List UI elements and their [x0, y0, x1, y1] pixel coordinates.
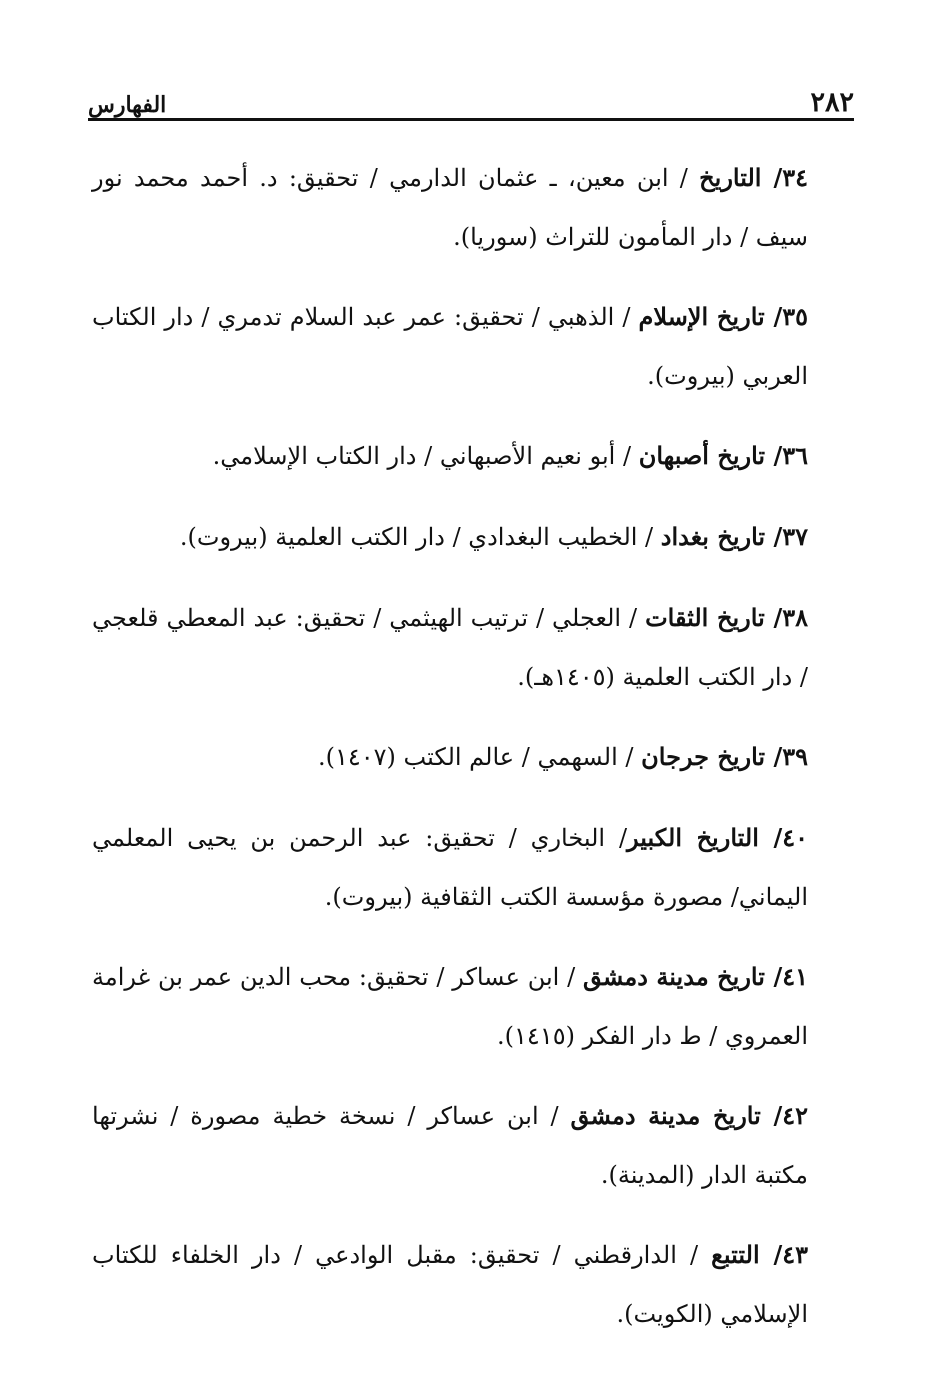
entry-number: ٣٤/ — [761, 163, 808, 192]
header-divider — [88, 118, 854, 121]
entry-number: ٣٧/ — [765, 522, 808, 551]
entry-title: التتبع — [711, 1240, 760, 1269]
section-title: الفهارس — [88, 92, 167, 118]
entry-number: ٤٢/ — [760, 1101, 809, 1130]
bibliography-entry — [92, 947, 856, 1066]
page-number: ٢٨٢ — [810, 87, 854, 118]
bibliography-entry — [92, 426, 856, 486]
bibliography-entry — [92, 507, 856, 567]
bibliography-entry — [92, 808, 856, 927]
entry-details: / ابن عساكر / تحقيق: محب الدين عمر بن غرامة العمروي / ط دار الفكر (١٤١٥). — [92, 963, 808, 1050]
entry-title: التاريخ — [699, 163, 762, 192]
bibliography-entry — [92, 1086, 856, 1205]
entry-details: / العجلي / ترتيب الهيثمي / تحقيق: عبد المعطي قلعجي / دار الكتب العلمية (١٤٠٥هـ). — [92, 604, 808, 691]
entry-number: ٤١/ — [764, 962, 808, 991]
entry-details: / الدارقطني / تحقيق: مقبل الوادعي / دار الخلفاء للكتاب الإسلامي (الكويت). — [92, 1241, 808, 1328]
entry-title: تاريخ جرجان — [641, 742, 766, 771]
entry-number: ٤٣/ — [759, 1240, 808, 1269]
bibliography-entry — [92, 588, 856, 707]
entry-details: / السهمي / عالم الكتب (١٤٠٧). — [317, 743, 642, 771]
entry-details: / ابن معين، ـ عثمان الدارمي / تحقيق: د. أحمد محمد نور سيف / دار المأمون للتراث (سوريا). — [92, 164, 808, 251]
entry-details: / الخطيب البغدادي / دار الكتب العلمية (بيروت). — [179, 523, 661, 551]
entry-title: تاريخ بغداد — [660, 522, 766, 551]
entry-number: ٤٠/ — [758, 823, 808, 852]
entry-details: / أبو نعيم الأصبهاني / دار الكتاب الإسلامي. — [212, 442, 639, 470]
entry-title: تاريخ مدينة دمشق — [582, 962, 765, 991]
entry-number: ٣٥/ — [764, 302, 809, 331]
entry-title: التاريخ الكبير — [627, 823, 759, 852]
bibliography-list — [92, 148, 856, 1364]
bibliography-entry — [92, 287, 856, 406]
bibliography-entry — [92, 1225, 856, 1344]
entry-title: تاريخ مدينة دمشق — [570, 1101, 761, 1130]
entry-number: ٣٨/ — [764, 603, 809, 632]
entry-title: تاريخ أصبهان — [638, 441, 766, 470]
entry-number: ٣٦/ — [765, 441, 808, 470]
entry-title: تاريخ الإسلام — [638, 302, 765, 331]
bibliography-entry — [92, 727, 856, 787]
entry-details: / البخاري / تحقيق: عبد الرحمن بن يحيى المعلمي اليماني/ مصورة مؤسسة الكتب الثقافية (بيروت). — [92, 824, 808, 911]
running-header — [88, 78, 854, 118]
entry-number: ٣٩/ — [765, 742, 808, 771]
entry-details: / الذهبي / تحقيق: عمر عبد السلام تدمري / دار الكتاب العربي (بيروت). — [92, 303, 808, 390]
entry-title: تاريخ الثقات — [645, 603, 765, 632]
entry-details: / ابن عساكر / نسخة خطية مصورة / نشرتها مكتبة الدار (المدينة). — [92, 1102, 808, 1189]
bibliography-entry — [92, 148, 856, 267]
